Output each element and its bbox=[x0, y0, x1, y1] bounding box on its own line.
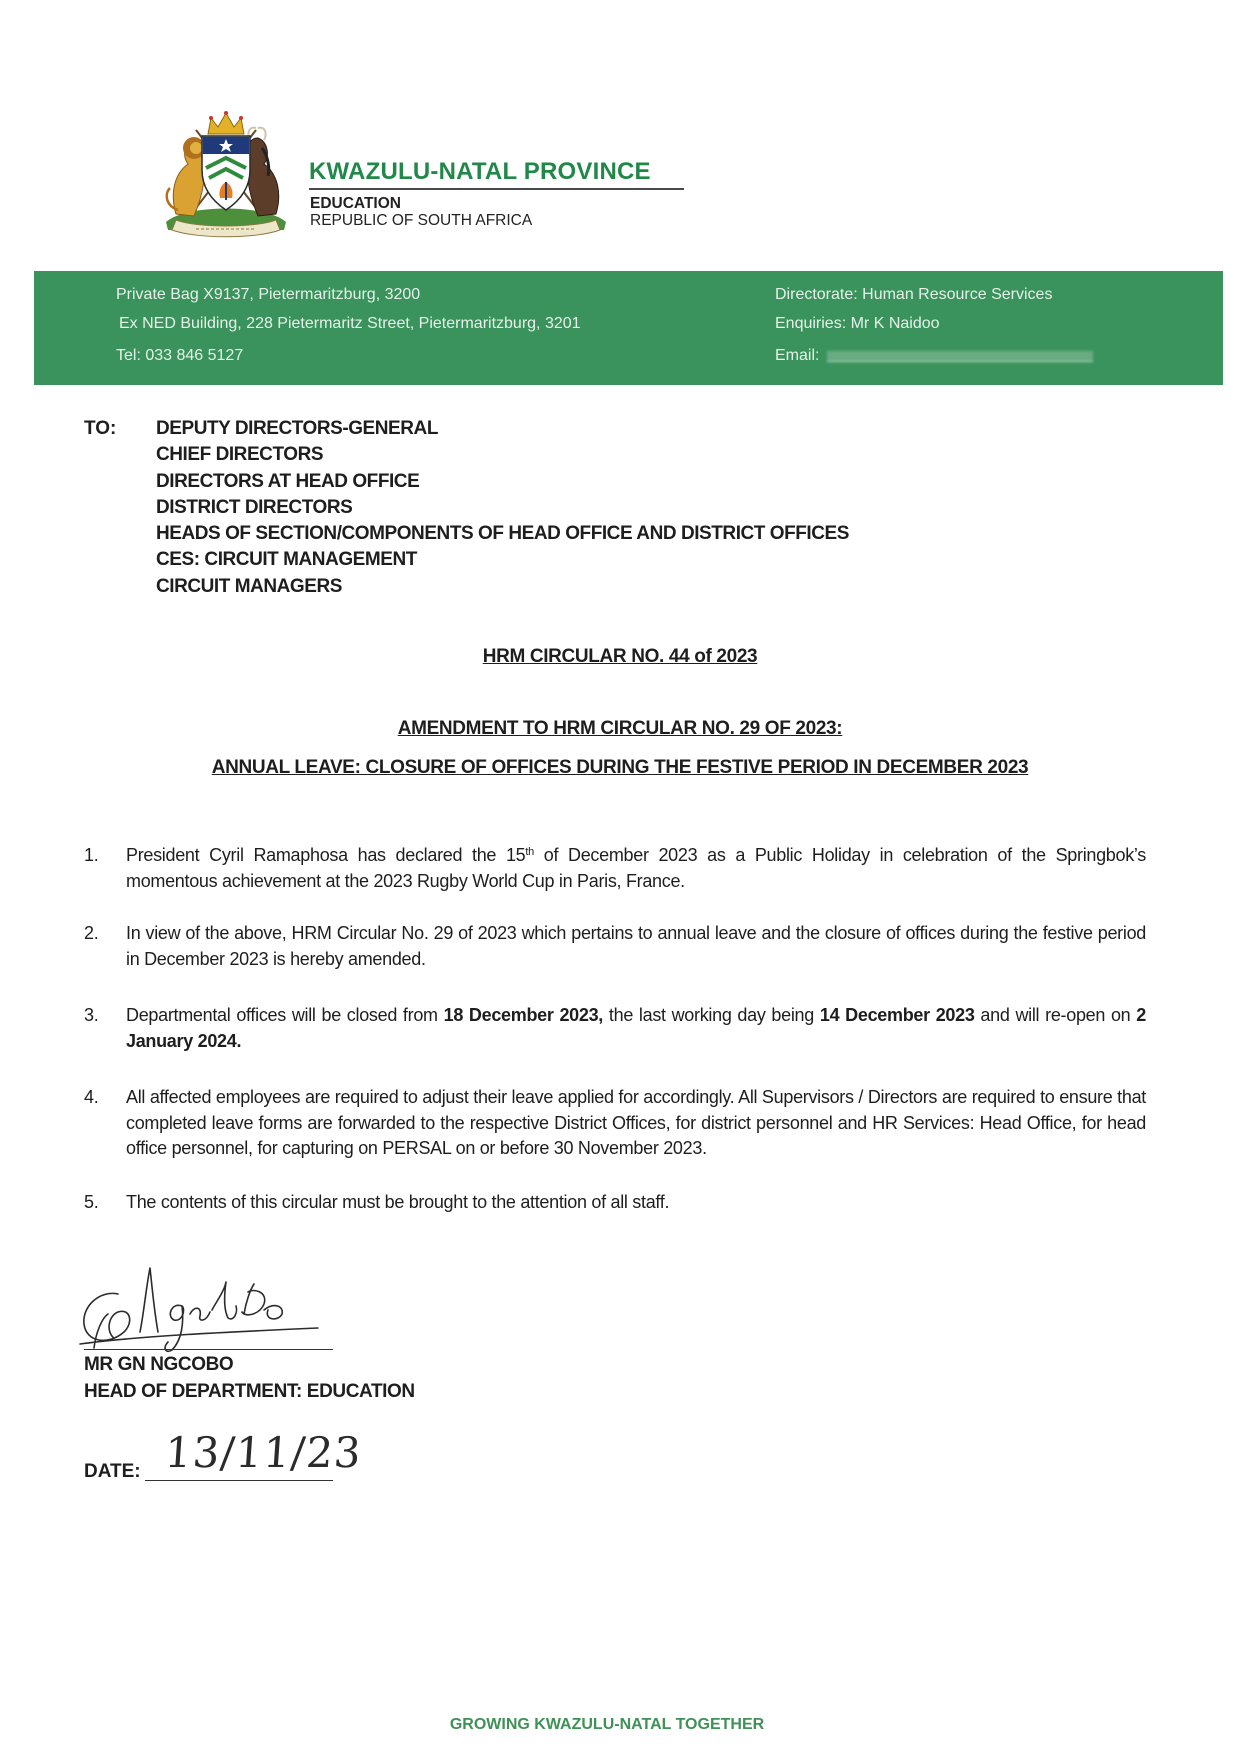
text-segment: Departmental offices will be closed from bbox=[126, 1005, 444, 1025]
paragraph-text bbox=[126, 1190, 1146, 1216]
signature-line bbox=[84, 1349, 333, 1350]
email-label: Email: bbox=[775, 347, 820, 364]
handwritten-date: 13/11/23 bbox=[163, 1428, 364, 1477]
footer-slogan: GROWING KWAZULU-NATAL TOGETHER bbox=[449, 1716, 765, 1733]
date-label: DATE: bbox=[84, 1461, 141, 1482]
signatory-title: HEAD OF DEPARTMENT: EDUCATION bbox=[84, 1381, 415, 1402]
recipient-item: CHIEF DIRECTORS bbox=[156, 444, 324, 466]
signatory-name: MR GN NGCOBO bbox=[84, 1354, 234, 1375]
circular-title: HRM CIRCULAR NO. 44 of 2023 bbox=[482, 646, 758, 667]
address-line-telephone: Tel: 033 846 5127 bbox=[116, 347, 244, 364]
province-name: KWAZULU-NATAL PROVINCE bbox=[309, 158, 651, 185]
enquiries-line: Enquiries: Mr K Naidoo bbox=[775, 315, 940, 332]
date-line bbox=[145, 1480, 333, 1481]
paragraph-number: 1. bbox=[84, 845, 99, 865]
superscript-segment: th bbox=[525, 846, 534, 858]
recipient-item: DIRECTORS AT HEAD OFFICE bbox=[156, 470, 420, 492]
text-segment: All affected employees are required to adjust their leave applied for accordingly. All Supervisors / Directors are required to ensure that completed leave forms are forwarded to the respective District Offices, for district personnel and HR Services: Head Office, for head office personnel, for capturing on PERSAL on or before 30 November 2023. bbox=[126, 1087, 1146, 1159]
bold-segment-reopen-date: 2 January 2024. bbox=[126, 1005, 1146, 1051]
to-label: TO: bbox=[84, 418, 117, 439]
paragraph-text bbox=[126, 1003, 1146, 1054]
department-name: EDUCATION bbox=[310, 195, 401, 212]
subject-line-2: ANNUAL LEAVE: CLOSURE OF OFFICES DURING THE FESTIVE PERIOD IN DECEMBER 2023 bbox=[211, 757, 1029, 778]
country-name: REPUBLIC OF SOUTH AFRICA bbox=[310, 212, 533, 229]
paragraph-1 bbox=[84, 843, 1146, 894]
bold-segment-closing-date: 18 December 2023, bbox=[443, 1005, 604, 1025]
paragraph-3 bbox=[84, 1003, 1146, 1054]
email-redacted bbox=[827, 351, 1093, 362]
recipient-item: HEADS OF SECTION/COMPONENTS OF HEAD OFFICE AND DISTRICT OFFICES bbox=[156, 523, 849, 545]
paragraph-5 bbox=[84, 1190, 1146, 1216]
subject-line-1: AMENDMENT TO HRM CIRCULAR NO. 29 OF 2023: bbox=[397, 718, 843, 739]
directorate-line: Directorate: Human Resource Services bbox=[775, 286, 1053, 303]
address-line-street: Ex NED Building, 228 Pietermaritz Street, Pietermaritzburg, 3201 bbox=[119, 315, 581, 332]
recipient-item: CES: CIRCUIT MANAGEMENT bbox=[156, 549, 417, 571]
address-line-postal: Private Bag X9137, Pietermaritzburg, 3200 bbox=[116, 286, 421, 303]
handwritten-signature bbox=[78, 1262, 340, 1356]
bold-segment-last-working-day: 14 December 2023 bbox=[819, 1005, 975, 1025]
paragraph-text bbox=[126, 921, 1146, 972]
recipient-item: DISTRICT DIRECTORS bbox=[156, 496, 353, 518]
coat-of-arms-icon bbox=[156, 110, 296, 240]
paragraph-text bbox=[126, 843, 1146, 894]
text-segment: President Cyril Ramaphosa has declared the 15 bbox=[126, 845, 526, 865]
text-segment: In view of the above, HRM Circular No. 29 of 2023 which pertains to annual leave and the closure of offices during the festive period in December 2023 is hereby amended. bbox=[126, 923, 1146, 969]
text-segment: of December 2023 as a Public Holiday in celebration of the Springbok’s momentous achievement at the 2023 Rugby World Cup in Paris, France. bbox=[126, 845, 1147, 891]
text-segment: the last working day being bbox=[603, 1005, 820, 1025]
paragraph-number: 3. bbox=[84, 1005, 99, 1025]
header-divider bbox=[309, 188, 684, 190]
paragraph-number: 5. bbox=[84, 1192, 99, 1212]
paragraph-4 bbox=[84, 1085, 1146, 1162]
recipient-item: DEPUTY DIRECTORS-GENERAL bbox=[156, 418, 438, 439]
text-segment: The contents of this circular must be brought to the attention of all staff. bbox=[126, 1192, 670, 1212]
paragraph-text bbox=[126, 1085, 1146, 1162]
recipient-item: CIRCUIT MANAGERS bbox=[156, 575, 342, 597]
recipient-list bbox=[156, 416, 849, 600]
address-band bbox=[34, 271, 1223, 385]
paragraph-number: 2. bbox=[84, 923, 99, 943]
text-segment: and will re-open on bbox=[974, 1005, 1137, 1025]
paragraph-number: 4. bbox=[84, 1087, 99, 1107]
paragraph-2 bbox=[84, 921, 1146, 972]
